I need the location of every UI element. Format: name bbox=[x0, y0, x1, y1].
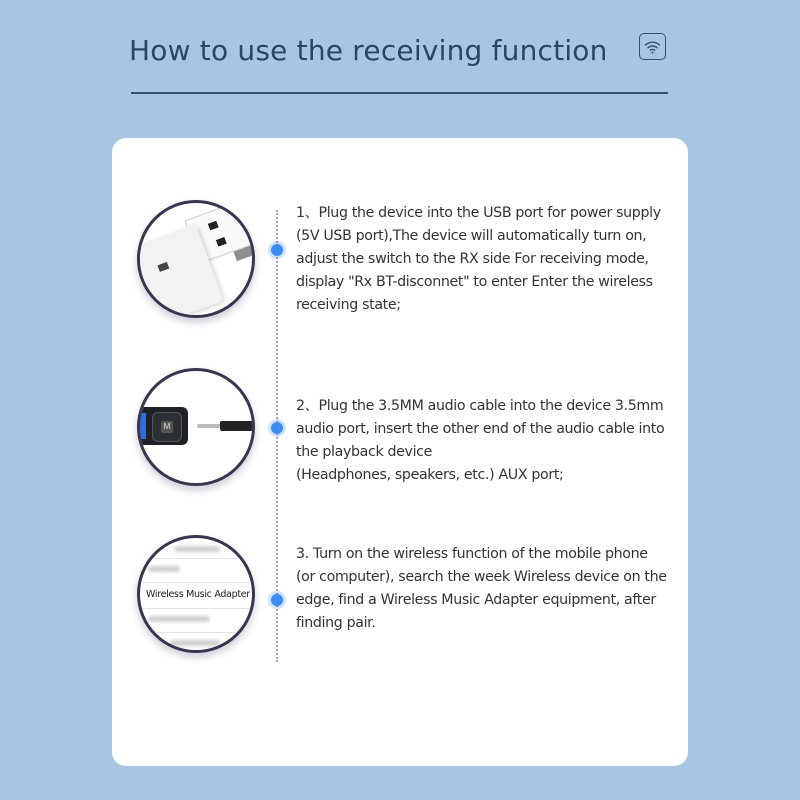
step-1-line: receiving state; bbox=[296, 297, 401, 313]
step-2-line: the playback device bbox=[296, 444, 433, 460]
step-2-line: 2、Plug the 3.5MM audio cable into the device 3.5mm bbox=[296, 398, 664, 414]
device-screen bbox=[137, 413, 146, 439]
step-1-text bbox=[296, 202, 671, 317]
title-divider bbox=[131, 92, 668, 94]
bt-device-label: Wireless Music Adapter bbox=[146, 589, 250, 600]
list-separator bbox=[140, 632, 255, 633]
device-body bbox=[137, 407, 188, 445]
device-m-button: M bbox=[161, 421, 173, 433]
usb-contact bbox=[216, 237, 227, 247]
usb-contact bbox=[208, 221, 219, 231]
step-2-line: (Headphones, speakers, etc.) AUX port; bbox=[296, 467, 564, 483]
usb-power-illustration bbox=[137, 200, 255, 318]
timeline-dot-1 bbox=[271, 244, 283, 256]
step-3-line: finding pair. bbox=[296, 615, 376, 631]
blurred-device-entry bbox=[170, 640, 220, 646]
step-3-line: edge, find a Wireless Music Adapter equipment, after bbox=[296, 592, 656, 608]
blurred-device-entry bbox=[174, 546, 220, 552]
timeline-dot-2 bbox=[271, 422, 283, 434]
blurred-device-entry bbox=[148, 566, 180, 572]
step-3-text bbox=[296, 543, 671, 635]
step-1-line: adjust the switch to the RX side For receiving mode, bbox=[296, 251, 649, 267]
list-separator bbox=[140, 558, 255, 559]
page-title: How to use the receiving function bbox=[129, 34, 608, 67]
aux-cable-illustration bbox=[137, 368, 255, 486]
step-1-line: (5V USB port),The device will automatically turn on, bbox=[296, 228, 647, 244]
wifi-button[interactable] bbox=[639, 33, 666, 60]
step-2-text bbox=[296, 395, 671, 487]
wifi-icon bbox=[644, 40, 661, 54]
device-control-button bbox=[152, 412, 182, 442]
list-separator bbox=[140, 582, 255, 583]
step-1-line: display "Rx BT-disconnet" to enter Enter the wireless bbox=[296, 274, 653, 290]
list-separator bbox=[140, 608, 255, 609]
timeline-dot-3 bbox=[271, 594, 283, 606]
step-3-line: 3. Turn on the wireless function of the mobile phone bbox=[296, 546, 648, 562]
step-2-line: audio port, insert the other end of the audio cable into bbox=[296, 421, 665, 437]
bluetooth-list-illustration bbox=[137, 535, 255, 653]
step-3-line: (or computer), search the week Wireless device on the bbox=[296, 569, 667, 585]
aux-jack-body bbox=[220, 421, 255, 431]
step-1-line: 1、Plug the device into the USB port for power supply bbox=[296, 205, 661, 221]
aux-jack-tip bbox=[197, 424, 221, 428]
usb-port-hole bbox=[157, 262, 169, 272]
blurred-device-entry bbox=[148, 616, 210, 622]
